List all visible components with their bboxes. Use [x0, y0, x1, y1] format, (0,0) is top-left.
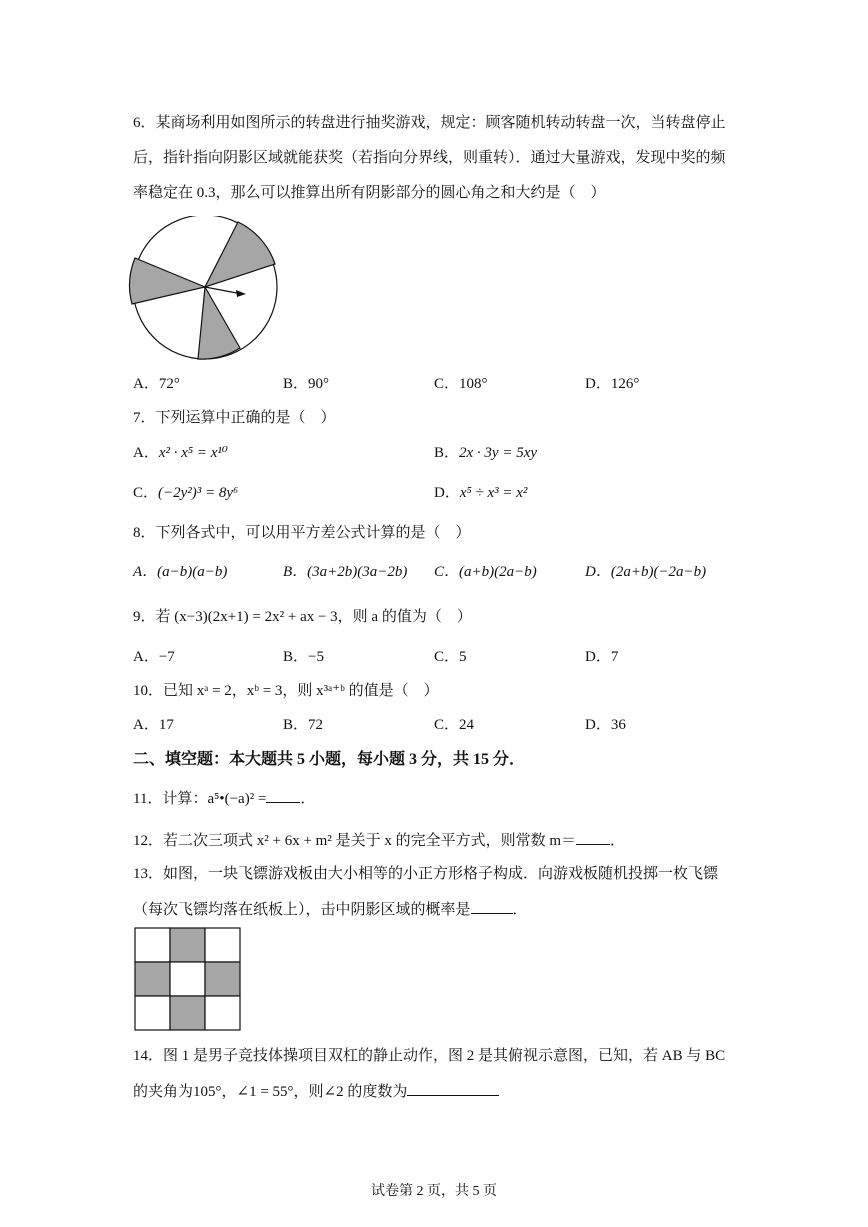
- grid-cell: [135, 928, 170, 962]
- q10-stem: 10．已知 xᵃ = 2，xᵇ = 3，则 x³ᵃ⁺ᵇ 的值是（ ）: [133, 683, 439, 699]
- q10-option-d: D．36: [585, 717, 626, 733]
- grid-cell-shaded: [170, 996, 205, 1030]
- q14-line1: 14．图 1 是男子竞技体操项目双杠的静止动作，图 2 是其俯视示意图，已知，若 AB 与 BC: [133, 1048, 726, 1064]
- q6-option-b: B．90°: [283, 376, 330, 392]
- q7-option-d: D．x⁵ ÷ x³ = x²: [434, 485, 528, 501]
- answer-blank: [471, 899, 513, 914]
- q7-option-a: A．x² · x⁵ = x¹⁰: [133, 445, 228, 461]
- q6-option-c: C．108°: [434, 376, 488, 392]
- q13-line2: （每次飞镖均落在纸板上），击中阴影区域的概率是 ．: [133, 899, 528, 920]
- q7-option-c: C．(−2y²)³ = 8y⁶: [133, 485, 239, 501]
- q9-option-d: D．7: [585, 649, 619, 665]
- dartboard-grid: [134, 927, 244, 1031]
- q6-option-d: D．126°: [585, 376, 640, 392]
- q10-option-b: B．72: [283, 717, 324, 733]
- q7-stem: 7．下列运算中正确的是（ ）: [133, 410, 336, 426]
- q13-line1: 13．如图，一块飞镖游戏板由大小相等的小正方形格子构成．向游戏板随机投掷一枚飞镖: [133, 866, 719, 882]
- q9-option-a: A．−7: [133, 649, 175, 665]
- q6-line3: 率稳定在 0.3，那么可以推算出所有阴影部分的圆心角之和大约是（ ）: [133, 185, 606, 201]
- q10-option-a: A．17: [133, 717, 174, 733]
- q8-option-b: B．(3a+2b)(3a−2b): [283, 564, 408, 580]
- spinner-figure: [128, 216, 288, 366]
- grid-cell: [135, 996, 170, 1030]
- answer-blank: [266, 788, 300, 803]
- q12-stem: 12．若二次三项式 x² + 6x + m² 是关于 x 的完全平方式，则常数 m＝ ．: [133, 830, 625, 851]
- q8-stem: 8．下列各式中，可以用平方差公式计算的是（ ）: [133, 525, 471, 541]
- q9-option-c: C．5: [434, 649, 467, 665]
- q10-option-c: C．24: [434, 717, 475, 733]
- grid-cell: [205, 928, 240, 962]
- q14-line2: 的夹角为105°，∠1 = 55°，则∠2 的度数为: [133, 1081, 499, 1102]
- q9-option-b: B．−5: [283, 649, 324, 665]
- q6-line1: 6．某商场利用如图所示的转盘进行抽奖游戏，规定：顾客随机转动转盘一次，当转盘停止: [133, 115, 726, 131]
- grid-cell-shaded: [135, 962, 170, 996]
- q11-stem: 11．计算：a⁵•(−a)² = ．: [133, 788, 315, 809]
- q8-option-a: A．(a−b)(a−b): [133, 564, 228, 580]
- q9-stem: 9．若 (x−3)(2x+1) = 2x² + ax − 3，则 a 的值为（ ）: [133, 609, 472, 625]
- page-footer: 试卷第 2 页，共 5 页: [371, 1184, 497, 1199]
- grid-cell: [205, 996, 240, 1030]
- q6-option-a: A．72°: [133, 376, 180, 392]
- answer-blank: [407, 1081, 499, 1096]
- q7-option-b: B．2x · 3y = 5xy: [434, 445, 538, 461]
- grid-cell-shaded: [205, 962, 240, 996]
- grid-cell-shaded: [170, 928, 205, 962]
- q6-line2: 后，指针指向阴影区域就能获奖（若指向分界线，则重转）．通过大量游戏，发现中奖的频: [133, 150, 726, 166]
- section-heading: 二、填空题：本大题共 5 小题，每小题 3 分，共 15 分．: [133, 751, 526, 768]
- q8-option-d: D．(2a+b)(−2a−b): [585, 564, 707, 580]
- grid-cell: [170, 962, 205, 996]
- q8-option-c: C．(a+b)(2a−b): [434, 564, 537, 580]
- answer-blank: [576, 830, 610, 845]
